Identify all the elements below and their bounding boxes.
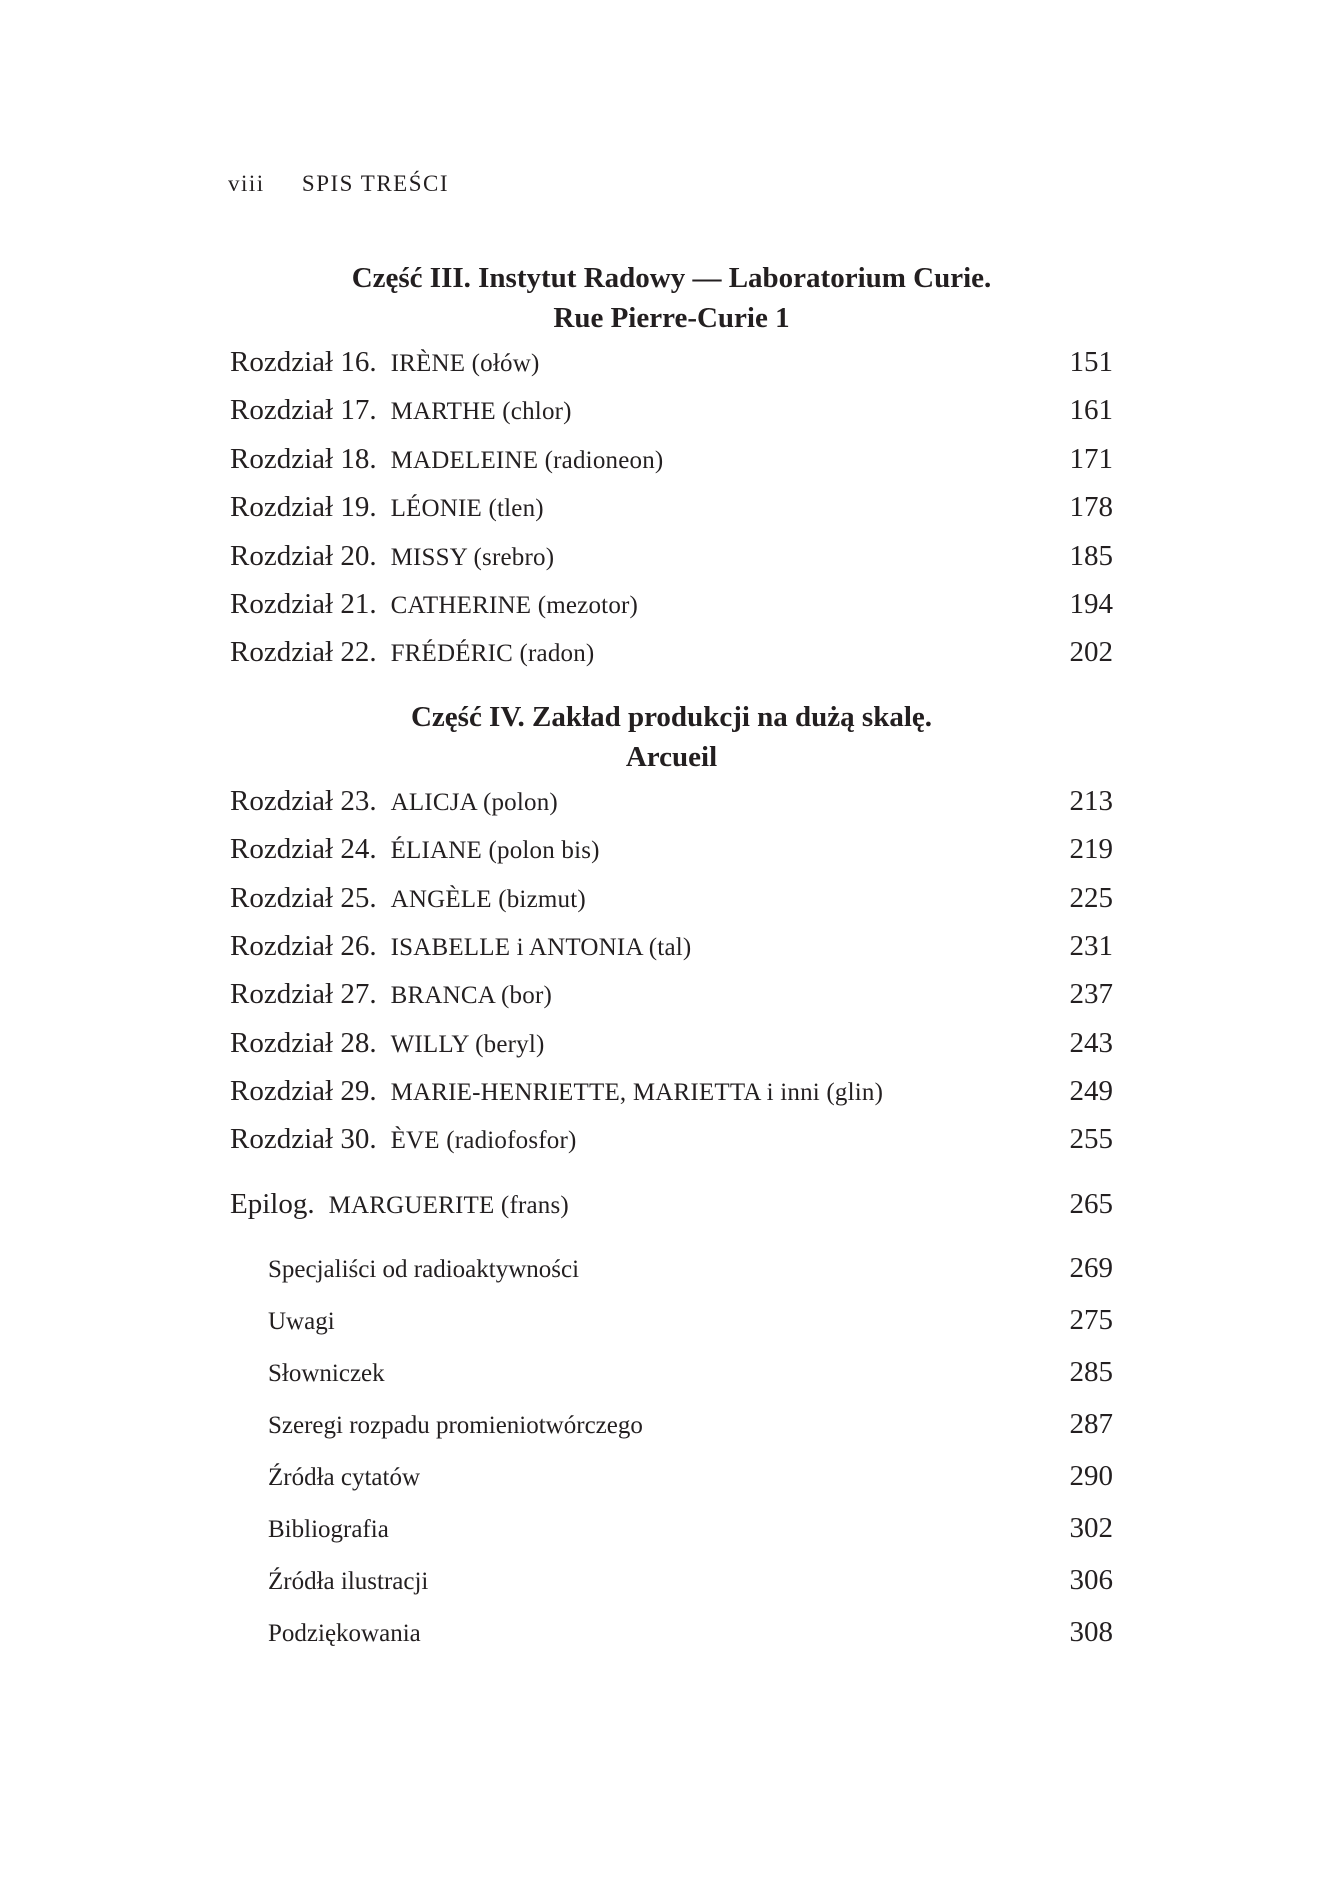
toc-entry[interactable] [230,930,1113,978]
chapter-title: ALICJA (polon) [390,788,558,816]
toc-entry[interactable] [230,394,1113,442]
running-head [228,171,449,197]
back-matter-entry[interactable] [230,1252,1113,1304]
toc-entry[interactable] [230,491,1113,539]
chapter-label: Rozdział 17. [230,394,377,427]
chapter-label: Rozdział 20. [230,539,377,572]
chapter-label: Rozdział 18. [230,442,377,475]
chapter-label: Rozdział 22. [230,636,377,669]
entry-title: Źródła cytatów [268,1463,421,1491]
chapter-title: IRÈNE (ołów) [390,350,540,377]
chapter-page: 231 [1069,929,1113,962]
toc-entry[interactable] [230,1123,1113,1171]
back-matter-entry[interactable] [230,1356,1113,1408]
chapter-page: 243 [1069,1026,1113,1059]
toc-entry[interactable] [230,346,1113,394]
chapter-page: 171 [1069,442,1113,475]
back-matter-list [230,1252,1113,1668]
chapter-title: ISABELLE i ANTONIA (tal) [390,933,692,961]
chapter-label: Rozdział 28. [230,1026,377,1059]
entry-title: Uwagi [268,1307,335,1335]
chapter-page: 202 [1069,636,1113,669]
chapter-label: Rozdział 21. [230,587,377,620]
epilog-page: 265 [1069,1187,1113,1220]
chapter-title: ANGÈLE (bizmut) [390,885,586,913]
chapter-page: 255 [1069,1123,1113,1156]
chapter-page: 225 [1069,881,1113,914]
chapter-label: Rozdział 19. [230,491,377,524]
chapter-title: MARIE-HENRIETTE, MARIETTA i inni (glin) [390,1079,884,1107]
epilog-entry[interactable] [230,1188,1113,1244]
part-title-line2: Rue Pierre-Curie 1 [553,302,790,334]
page-number: viii [228,171,265,196]
chapter-label: Rozdział 29. [230,1075,377,1108]
chapter-page: 185 [1069,539,1113,572]
entry-page: 285 [1069,1355,1113,1388]
chapter-list [230,346,1113,685]
chapter-label: Rozdział 24. [230,833,377,866]
chapter-title: ÉLIANE (polon bis) [390,837,600,865]
part-title-line1: Część III. Instytut Radowy — Laboratorium Curie. [351,262,992,294]
entry-page: 287 [1069,1407,1113,1440]
entry-page: 290 [1069,1459,1113,1492]
toc-entry[interactable] [230,636,1113,684]
chapter-title: LÉONIE (tlen) [390,495,544,523]
entry-title: Bibliografia [268,1515,389,1543]
toc-entry[interactable] [230,785,1113,833]
back-matter-entry[interactable] [230,1304,1113,1356]
back-matter-entry[interactable] [230,1408,1113,1460]
entry-page: 302 [1069,1511,1113,1544]
epilog-title: MARGUERITE (frans) [328,1191,569,1219]
part-title-line2: Arcueil [625,740,718,773]
chapter-title: ÈVE (radiofosfor) [390,1127,577,1155]
chapter-page: 237 [1069,978,1113,1011]
chapter-title: FRÉDÉRIC (radon) [390,640,595,668]
chapter-list [230,785,1113,1172]
chapter-page: 161 [1069,394,1113,427]
back-matter-entry[interactable] [230,1564,1113,1616]
chapter-page: 213 [1069,784,1113,817]
toc-entry[interactable] [230,588,1113,636]
toc-entry[interactable] [230,978,1113,1026]
entry-title: Słowniczek [268,1359,385,1387]
chapter-title: BRANCA (bor) [390,982,553,1010]
entry-title: Specjaliści od radioaktywności [268,1255,580,1283]
entry-page: 306 [1069,1563,1113,1596]
toc-entry[interactable] [230,1075,1113,1123]
toc-entry[interactable] [230,443,1113,491]
chapter-label: Rozdział 23. [230,784,377,817]
running-head-title: SPIS TREŚCI [301,171,450,196]
entry-page: 269 [1069,1251,1113,1284]
table-of-contents [230,258,1113,1668]
chapter-label: Rozdział 27. [230,978,377,1011]
entry-page: 308 [1069,1615,1113,1648]
toc-entry[interactable] [230,833,1113,881]
chapter-title: MADELEINE (radioneon) [390,446,664,474]
back-matter-entry[interactable] [230,1460,1113,1512]
part-title [230,258,1113,338]
chapter-label: Rozdział 26. [230,929,377,962]
part-title-line1: Część IV. Zakład produkcji na dużą skalę. [410,700,933,733]
entry-title: Szeregi rozpadu promieniotwórczego [268,1411,643,1439]
chapter-title: MARTHE (chlor) [390,398,572,426]
chapter-title: CATHERINE (mezotor) [390,591,639,619]
chapter-title: WILLY (beryl) [390,1030,545,1058]
chapter-label: Rozdział 30. [230,1123,377,1156]
chapter-page: 178 [1069,491,1113,524]
entry-page: 275 [1069,1303,1113,1336]
back-matter-entry[interactable] [230,1616,1113,1668]
back-matter-entry[interactable] [230,1512,1113,1564]
entry-title: Podziękowania [268,1619,421,1647]
part-title [230,697,1113,777]
toc-entry[interactable] [230,882,1113,930]
chapter-page: 249 [1069,1075,1113,1108]
entry-title: Źródła ilustracji [268,1567,429,1595]
chapter-page: 151 [1069,346,1113,378]
chapter-page: 194 [1069,587,1113,620]
epilog-label: Epilog. [230,1187,315,1220]
chapter-title: MISSY (srebro) [390,543,555,571]
toc-entry[interactable] [230,540,1113,588]
toc-entry[interactable] [230,1027,1113,1075]
chapter-label: Rozdział 25. [230,881,377,914]
chapter-page: 219 [1069,833,1113,866]
chapter-label: Rozdział 16. [230,346,377,378]
